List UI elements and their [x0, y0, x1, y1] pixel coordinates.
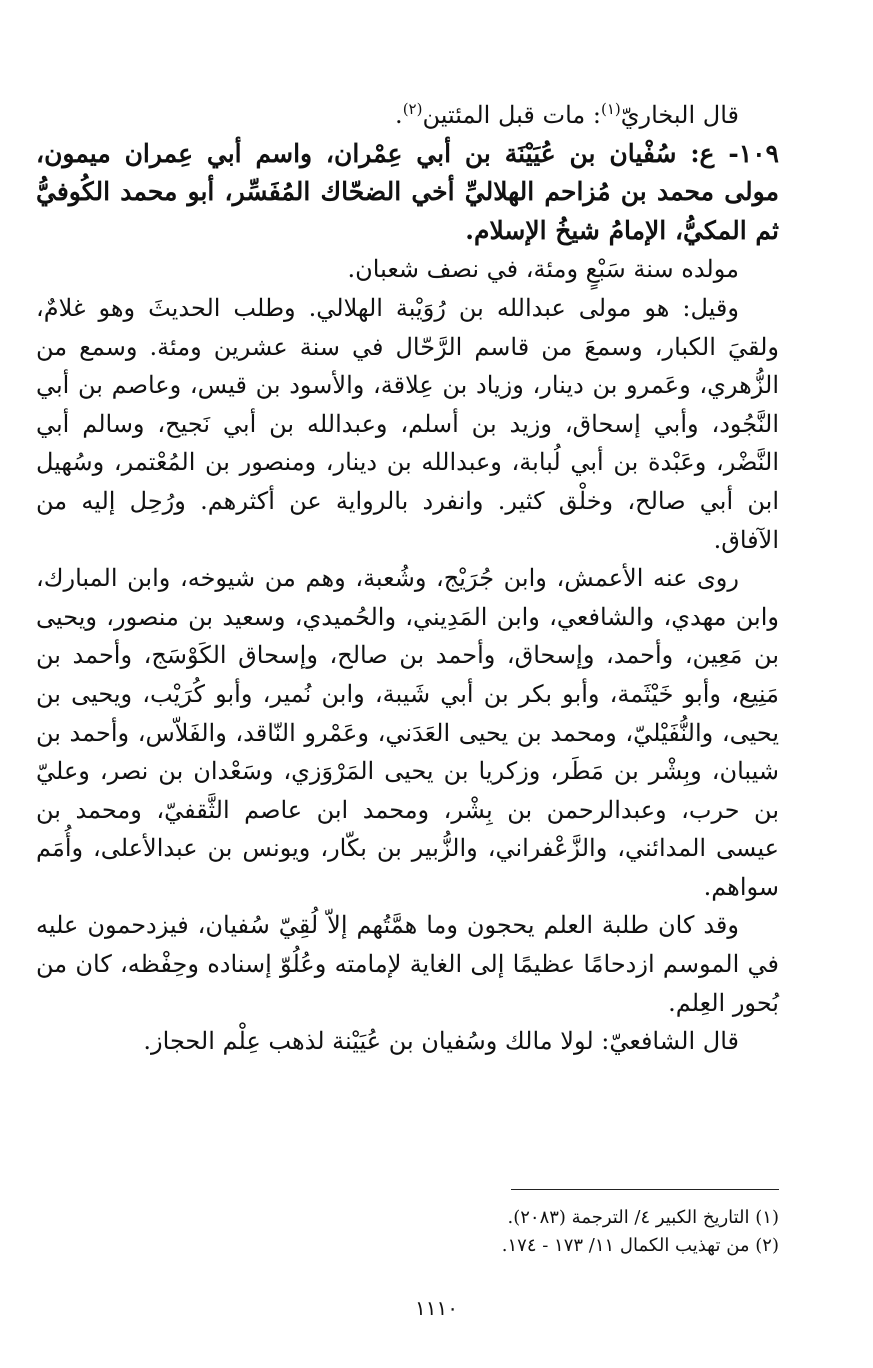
footnote-1: (١) التاريخ الكبير ٤/ الترجمة (٢٠٨٣).	[507, 1207, 779, 1228]
footnote-ref-2: (٢)	[402, 100, 423, 118]
footnote-ref-1: (١)	[600, 100, 621, 118]
intro-middle: : مات قبل المئتين	[422, 101, 601, 129]
paragraph-shafii-quote: قال الشافعيّ: لولا مالك وسُفيان بن عُيَيْنة لذهب عِلْم الحجاز.	[143, 1027, 739, 1056]
intro-text: قال البخاريّ	[620, 101, 739, 129]
paragraph-students: روى عنه الأعمش، وابن جُرَيْج، وشُعبة، وهم من شيوخه، وابن المبارك، وابن مهدي، والشافعي، وابن المَدِيني، والحُميدي، وسعيد بن منصور، ويحيى بن مَعِين، وأحمد، وإسحاق، وأحمد بن صالح، وإسحاق الكَوْسَج، وأحمد بن مَنِيع، وأبو خَيْثَمة، وأبو بكر بن أبي شَيبة، وابن نُمير، وأبو كُرَيْب، ويحيى بن يحيى، والنُّفَيْليّ، ومحمد بن يحيى العَدَني، وعَمْرو النّاقد، والفَلاّس، وأحمد بن شيبان، وبِشْر بن مَطَر، وزكريا بن يحيى المَرْوَزي، وسَعْدان بن نصر، وعليّ بن حرب، وعبدالرحمن بن بِشْر، ومحمد ابن عاصم الثَّقفيّ، ومحمد بن عيسى المدائني، والزَّعْفراني، والزُّبير بن بكّار، ويونس بن عبدالأعلى، وأُمَم سواهم.	[36, 564, 780, 901]
page-number: ١١١٠	[415, 1296, 458, 1320]
entry-heading: ١٠٩- ع: سُفْيان بن عُيَيْنَة بن أبي عِمْران، واسم أبي عِمران ميمون، مولى محمد بن مُزاحم الهلاليِّ أخي الضحّاك المُفَسِّر، أبو محمد الكُوفيُّ ثم المكيُّ، الإمامُ شيخُ الإسلام.	[36, 138, 779, 245]
paragraph-students-crowding: وقد كان طلبة العلم يحجون وما همَّتُهم إلاّ لُقِيّ سُفيان، فيزدحمون عليه في الموسم ازدحامًا عظيمًا إلى الغاية لإمامته وعُلُوّ إسناده وحِفْظه، كان من بُحور العِلم.	[36, 911, 779, 1017]
paragraph-birth: مولده سنة سَبْعٍ ومئة، في نصف شعبان.	[347, 255, 739, 284]
footnote-divider	[511, 1189, 779, 1190]
footnote-2: (٢) من تهذيب الكمال ١١/ ١٧٣ - ١٧٤.	[501, 1235, 779, 1256]
footnotes	[179, 1204, 779, 1260]
intro-end: .	[395, 101, 403, 129]
paragraph-teachers: وقيل: هو مولى عبدالله بن رُوَيْبة الهلالي. وطلب الحديثَ وهو غلامٌ، ولقيَ الكبار، وسمعَ من قاسم الرَّحّال في سنة عشرين ومئة. وسمع من الزُّهري، وعَمرو بن دينار، وزياد بن عِلاقة، والأسود بن قيس، وعاصم بن أبي النَّجُود، وأبي إسحاق، وزيد بن أسلم، وعبدالله بن أبي نَجيح، وسالم أبي النَّضْر، وعَبْدة بن أبي لُبابة، وعبدالله بن دينار، ومنصور بن المُعْتمر، وسُهيل ابن أبي صالح، وخلْق كثير. وانفرد بالرواية عن أكثرهم. ورُحِل إليه من الآفاق.	[36, 293, 779, 554]
intro-line	[36, 96, 779, 135]
main-text	[36, 96, 779, 1061]
